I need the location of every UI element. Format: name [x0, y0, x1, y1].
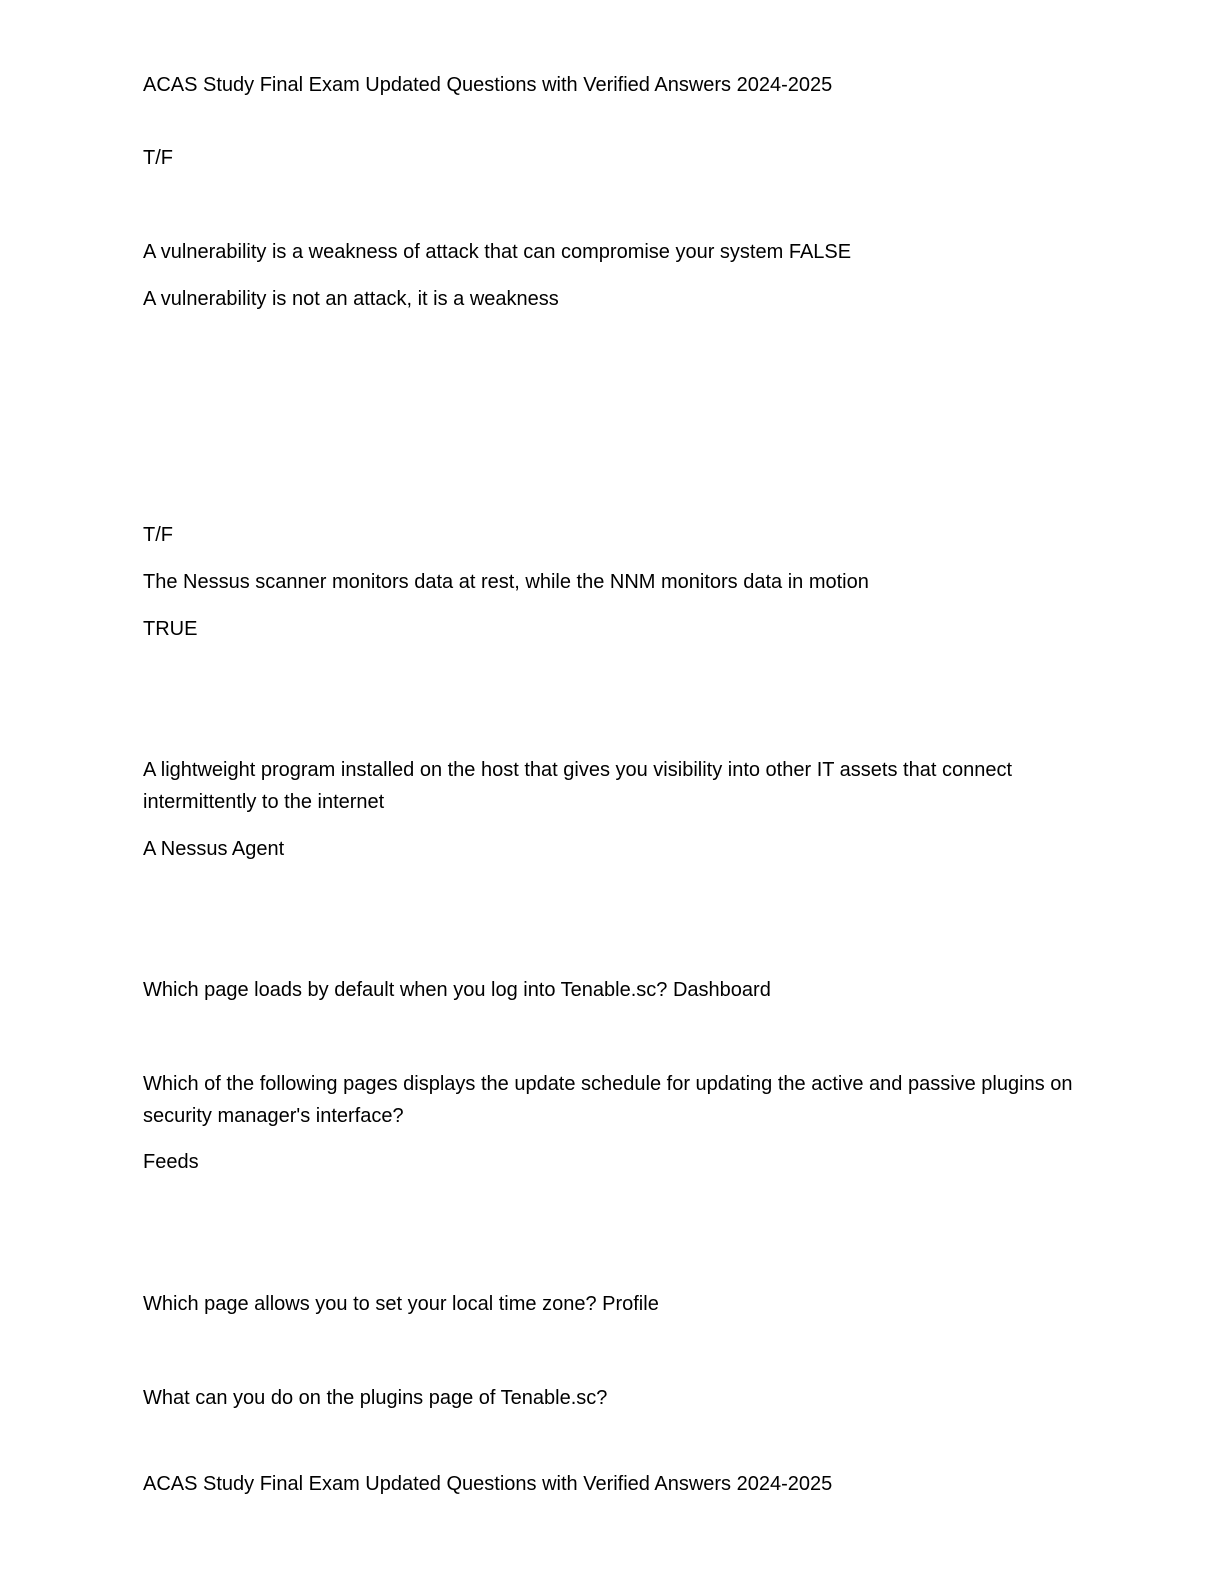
page-footer: ACAS Study Final Exam Updated Questions with Verified Answers 2024-2025: [143, 1473, 833, 1495]
question-text: The Nessus scanner monitors data at rest, while the NNM monitors data in motion: [143, 571, 869, 593]
question-text: Which page loads by default when you log into Tenable.sc? Dashboard: [143, 979, 771, 1001]
question-text: Which page allows you to set your local time zone? Profile: [143, 1293, 659, 1315]
question-text: Which of the following pages displays the update schedule for updating the active and passive plugins on security manager's interface?: [143, 1073, 1073, 1127]
answer-text: TRUE: [143, 618, 198, 640]
question-text: A lightweight program installed on the host that gives you visibility into other IT assets that connect intermittently to the internet: [143, 759, 1012, 813]
question-type-label: T/F: [143, 147, 173, 169]
question-text: What can you do on the plugins page of Tenable.sc?: [143, 1387, 608, 1409]
page-header: ACAS Study Final Exam Updated Questions with Verified Answers 2024-2025: [143, 74, 833, 96]
question-type-label: T/F: [143, 524, 173, 546]
answer-text: Feeds: [143, 1151, 199, 1173]
answer-text: A vulnerability is not an attack, it is a weakness: [143, 288, 559, 310]
question-text: A vulnerability is a weakness of attack that can compromise your system FALSE: [143, 241, 852, 263]
answer-text: A Nessus Agent: [143, 838, 285, 860]
